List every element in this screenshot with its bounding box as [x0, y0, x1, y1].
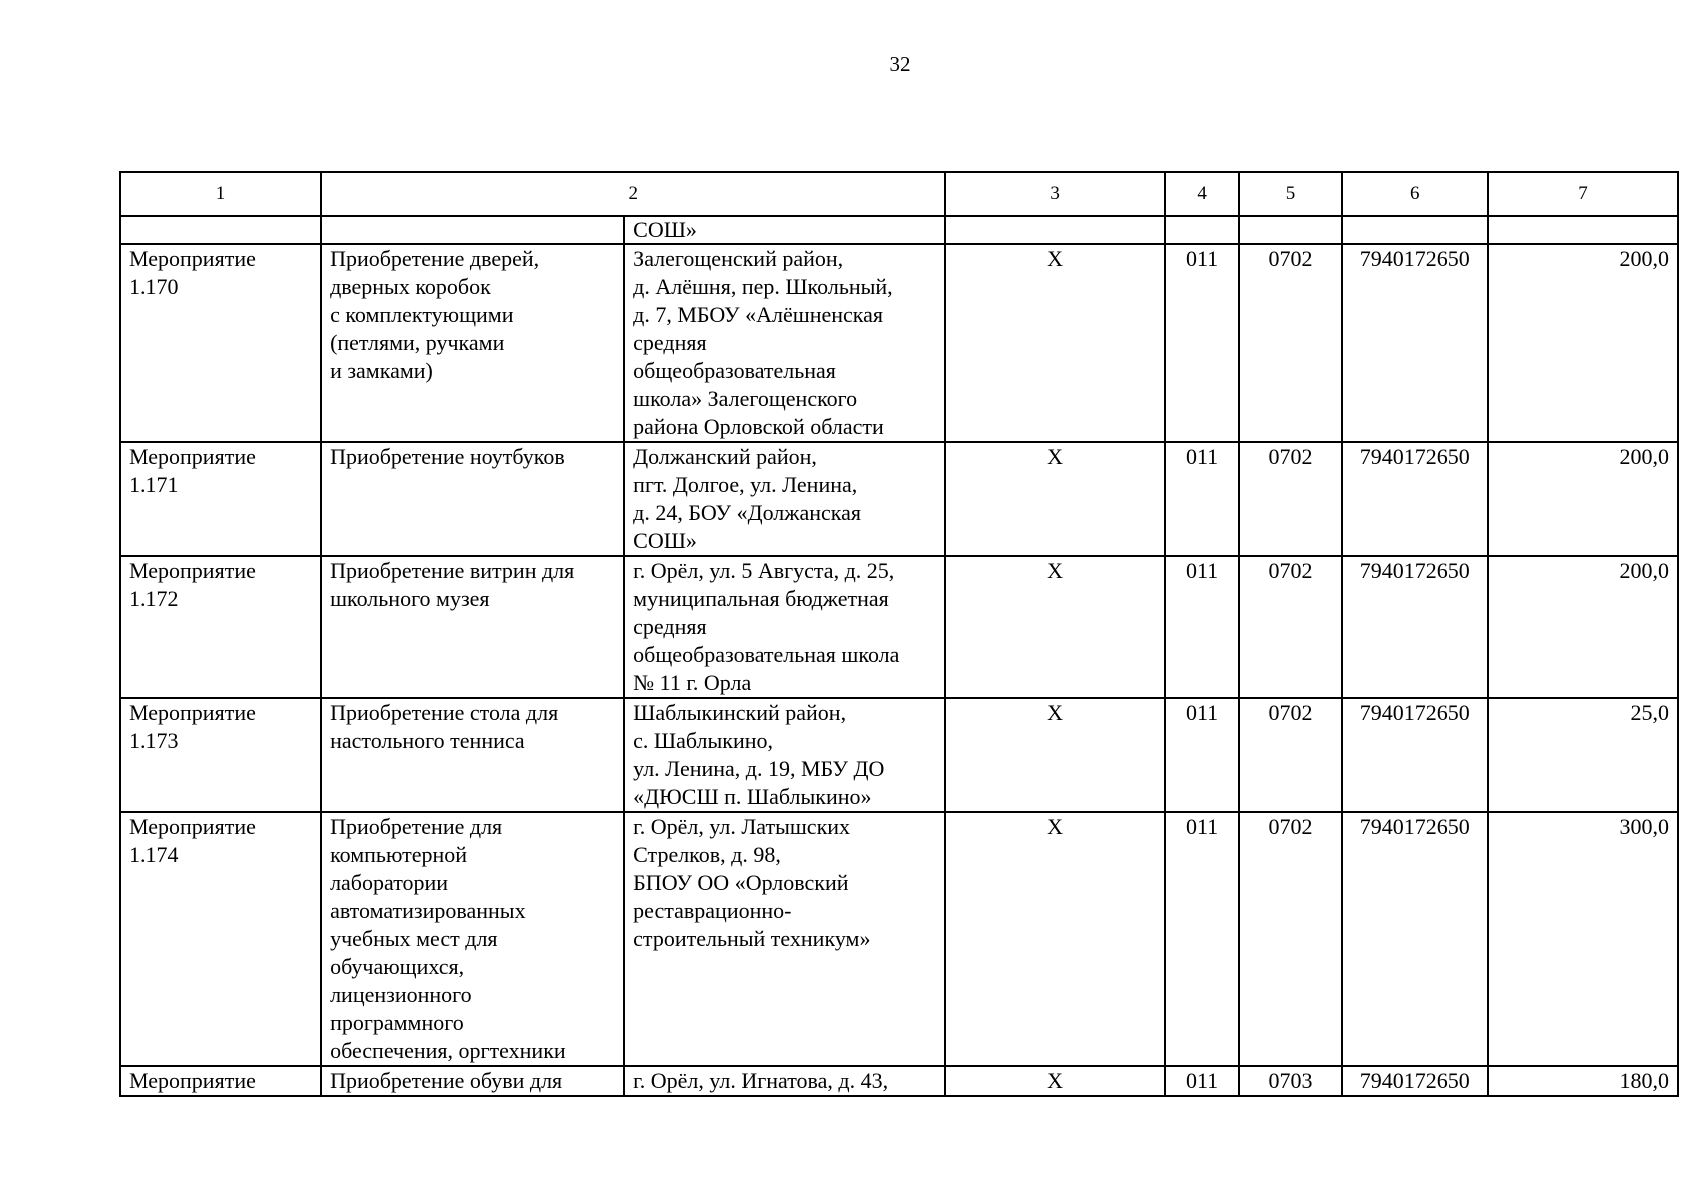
amount-cell: 200,0: [1488, 556, 1678, 698]
code-cell: 011: [1165, 698, 1240, 812]
table-cell: [321, 216, 624, 244]
table-cell: [1342, 216, 1489, 244]
column-header: 7: [1488, 172, 1678, 216]
table-cell: [945, 216, 1164, 244]
code-cell: 011: [1165, 812, 1240, 1066]
table-cell: [120, 216, 321, 244]
amount-cell: 200,0: [1488, 244, 1678, 442]
code-cell: 011: [1165, 244, 1240, 442]
column-header: 3: [945, 172, 1164, 216]
marker-cell: Х: [945, 556, 1164, 698]
event-cell: Мероприятие 1.172: [120, 556, 321, 698]
event-cell: Мероприятие 1.173: [120, 698, 321, 812]
table-header-row: [120, 172, 1678, 216]
column-header: 2: [321, 172, 945, 216]
target-code-cell: 7940172650: [1342, 1066, 1489, 1096]
address-cell: СОШ»: [624, 216, 945, 244]
events-table: [119, 171, 1679, 1097]
target-code-cell: 7940172650: [1342, 442, 1489, 556]
address-cell: Залегощенский район, д. Алёшня, пер. Школьный, д. 7, МБОУ «Алёшненская средняя общеобразовательная школа» Залегощенского района Орловской области: [624, 244, 945, 442]
marker-cell: Х: [945, 442, 1164, 556]
amount-cell: 300,0: [1488, 812, 1678, 1066]
description-cell: Приобретение витрин для школьного музея: [321, 556, 624, 698]
target-code-cell: 7940172650: [1342, 812, 1489, 1066]
section-code-cell: 0702: [1239, 244, 1341, 442]
event-cell: Мероприятие 1.174: [120, 812, 321, 1066]
section-code-cell: 0702: [1239, 556, 1341, 698]
code-cell: 011: [1165, 556, 1240, 698]
section-code-cell: 0702: [1239, 442, 1341, 556]
address-cell: Должанский район, пгт. Долгое, ул. Ленина, д. 24, БОУ «Должанская СОШ»: [624, 442, 945, 556]
amount-cell: 200,0: [1488, 442, 1678, 556]
code-cell: 011: [1165, 442, 1240, 556]
event-cell: Мероприятие 1.171: [120, 442, 321, 556]
page-number: 32: [889, 52, 911, 76]
column-header: 4: [1165, 172, 1240, 216]
address-cell: г. Орёл, ул. Игнатова, д. 43,: [624, 1066, 945, 1096]
description-cell: Приобретение обуви для: [321, 1066, 624, 1096]
event-cell: Мероприятие: [120, 1066, 321, 1096]
marker-cell: Х: [945, 698, 1164, 812]
target-code-cell: 7940172650: [1342, 556, 1489, 698]
description-cell: Приобретение ноутбуков: [321, 442, 624, 556]
code-cell: 011: [1165, 1066, 1240, 1096]
description-cell: Приобретение стола для настольного тенниса: [321, 698, 624, 812]
table-row: [120, 698, 1678, 812]
column-header: 6: [1342, 172, 1489, 216]
table-row: [120, 556, 1678, 698]
target-code-cell: 7940172650: [1342, 244, 1489, 442]
target-code-cell: 7940172650: [1342, 698, 1489, 812]
section-code-cell: 0703: [1239, 1066, 1341, 1096]
marker-cell: Х: [945, 1066, 1164, 1096]
amount-cell: 180,0: [1488, 1066, 1678, 1096]
table-cell: [1488, 216, 1678, 244]
table-cell: [1165, 216, 1240, 244]
event-cell: Мероприятие 1.170: [120, 244, 321, 442]
table-row: [120, 442, 1678, 556]
section-code-cell: 0702: [1239, 698, 1341, 812]
marker-cell: Х: [945, 812, 1164, 1066]
description-cell: Приобретение для компьютерной лаборатории автоматизированных учебных мест для обучающихся, лицензионного программного обеспечения, оргтехники: [321, 812, 624, 1066]
table-row: [120, 244, 1678, 442]
table-cell: [1239, 216, 1341, 244]
section-code-cell: 0702: [1239, 812, 1341, 1066]
address-cell: г. Орёл, ул. 5 Августа, д. 25, муниципальная бюджетная средняя общеобразовательная школа № 11 г. Орла: [624, 556, 945, 698]
table-row: [120, 812, 1678, 1066]
description-cell: Приобретение дверей, дверных коробок с комплектующими (петлями, ручками и замками): [321, 244, 624, 442]
amount-cell: 25,0: [1488, 698, 1678, 812]
marker-cell: Х: [945, 244, 1164, 442]
address-cell: г. Орёл, ул. Латышских Стрелков, д. 98, БПОУ ОО «Орловский реставрационно- строительный техникум»: [624, 812, 945, 1066]
column-header: 5: [1239, 172, 1341, 216]
continuation-row: [120, 216, 1678, 244]
column-header: 1: [120, 172, 321, 216]
table-row: [120, 1066, 1678, 1096]
address-cell: Шаблыкинский район, с. Шаблыкино, ул. Ленина, д. 19, МБУ ДО «ДЮСШ п. Шаблыкино»: [624, 698, 945, 812]
